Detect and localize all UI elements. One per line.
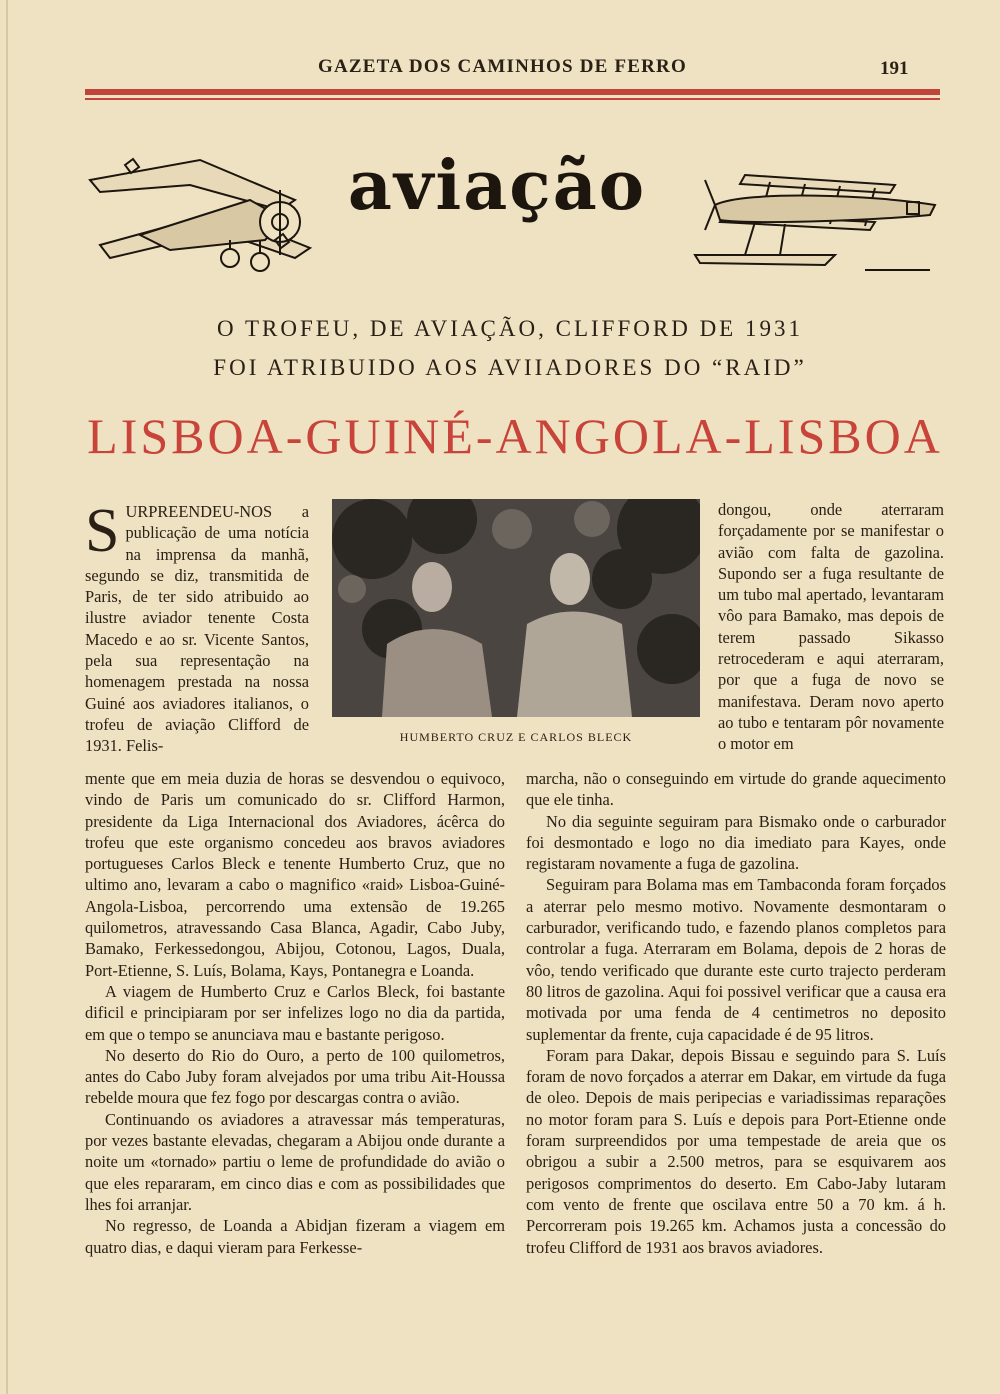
page-edge [6,0,8,1394]
paragraph-4: Continuando os aviadores a atravessar más temperaturas, por vezes bastante elevadas, chegaram a Abijou onde durante a noite um «tornado» partiu o leme de profundidade do avião o que eles repararam, em cinco dias e com as possibilidades que lhes foi arranjar. [85,1109,505,1214]
headline: LISBOA-GUINÉ-ANGOLA-LISBOA [87,408,943,464]
paragraph-1-continued: mente que em meia duzia de horas se desvendou o equivoco, vindo de Paris um comunicado do sr. Clifford Harmon, presidente da Liga Internacional dos Aviadores, ácêrca do trofeu que este organismo concedeu aos bravos aviadores portugueses Carlos Bleck e tenente Humberto Cruz, que no ultimo ano, levaram a cabo o magnifico «raid» Lisboa-Guiné-Angola-Lisboa, percorrendo uma extensão de 19.265 quilometros, atravessando Casa Blanca, Agadir, Cabo Juby, Bamako, Ferkessedongou, Abijou, Cotonou, Lagos, Duala, Port-Etienne, S. Luís, Bolama, Kays, Pontanegra e Loanda. [85,769,505,980]
paragraph-col2-4: Foram para Dakar, depois Bissau e seguindo para S. Luís foram de novo forçados a aterrar em Dakar, em virtude da fuga de oleo. Depois de mais peripecias e variadissimas reparações no motor foram para S. Luís e depois para Port-Etienne onde foram surpreendidos por uma tempestade de areia que os obrigou a subir a 2.500 metros, para se esquivarem aos perigosos comprimentos do deserto. Em Cabo-Jaby lutaram com vento de frente que oscilava entre 50 a 70 km. á h. Percorreram pois 19.265 km. Achamos justa a concessão do trofeu Clifford de 1931 aos bravos aviadores. [526,1045,946,1257]
paragraph-col3: dongou, onde aterraram forçadamente por se manifestar o avião com falta de gazolina. Supondo ser a fuga resultante de um tubo mal apertado, levantaram vôo para Bamako, mas depois de terem passado Sikasso retrocederam e aqui aterraram, por que a fuga de novo se manifestava. Deram novo aperto ao tubo e tentaram pôr novamente o motor em [718,500,944,754]
red-rule-thin [85,98,940,100]
seaplane-illustration [675,160,945,280]
portrait-photo [332,499,700,717]
photo-caption: HUMBERTO CRUZ E CARLOS BLECK [399,730,633,744]
page-number: 191 [880,58,909,79]
column-1-lower [85,768,505,1258]
column-2-lower [526,768,946,1258]
section-title: aviação [347,146,647,226]
subtitle-line-2: FOI ATRIBUIDO AOS AVIIADORES DO “RAID” [213,355,807,380]
red-rule [85,89,940,95]
paragraph-5: No regresso, de Loanda a Abidjan fizeram a viagem em quatro dias, e daqui vieram para Ferkesse- [85,1216,505,1257]
paragraph-1: URPREENDEU-NOS a publicação de uma notícia na imprensa da manhã, segundo se diz, transmitida de Paris, de ter sido atribuido ao ilustre aviador tenente Costa Macedo e ao sr. Vicente Santos, pela sua representação na homenagem prestada na nossa Guiné aos aviadores italianos, o trofeu de aviação Clifford de 1931. Felis- [85,502,309,756]
running-title: GAZETA DOS CAMINHOS DE FERRO [318,56,687,77]
subtitle-line-1: O TROFEU, DE AVIAÇÃO, CLIFFORD DE 1931 [217,316,803,341]
dropcap: S [85,497,120,565]
paragraph-3: No deserto do Rio do Ouro, a perto de 100 quilometros, antes do Cabo Juby foram alvejados por uma tribu Ait-Houssa rebelde moura que fez fogo por descargas contra o avião. [85,1045,505,1108]
paragraph-col2-continued: marcha, não o conseguindo em virtude do grande aquecimento que ele tinha. [526,769,946,810]
paragraph-col2-2: No dia seguinte seguiram para Bismako onde o carburador foi desmontado e logo no dia imediato para Kayes, onde registaram novamente a fuga de gazolina. [526,811,946,874]
paragraph-2: A viagem de Humberto Cruz e Carlos Bleck, foi bastante dificil e principiaram por ser infelizes logo no dia da partida, em que o tempo se anunciava mau e bastante perigoso. [85,981,505,1044]
column-3-upper [718,499,944,755]
paragraph-col2-3: Seguiram para Bolama mas em Tambaconda foram forçados a aterrar pelo mesmo motivo. Novamente desmontaram o carburador, verificando tudo, e fazendo planos completos para controlar a fuga. Aterraram em Bolama, depois de 2 horas de vôo, tendo verificado que durante este curto trajecto perderam 80 litros de gazolina. Aqui foi possivel verificar que a causa era motivada por uma fenda de 4 centimetros no deposito suplementar da frente, cuja capacidade é de 95 litros. [526,875,946,1044]
column-1-upper [85,497,309,757]
monoplane-illustration [80,140,330,275]
